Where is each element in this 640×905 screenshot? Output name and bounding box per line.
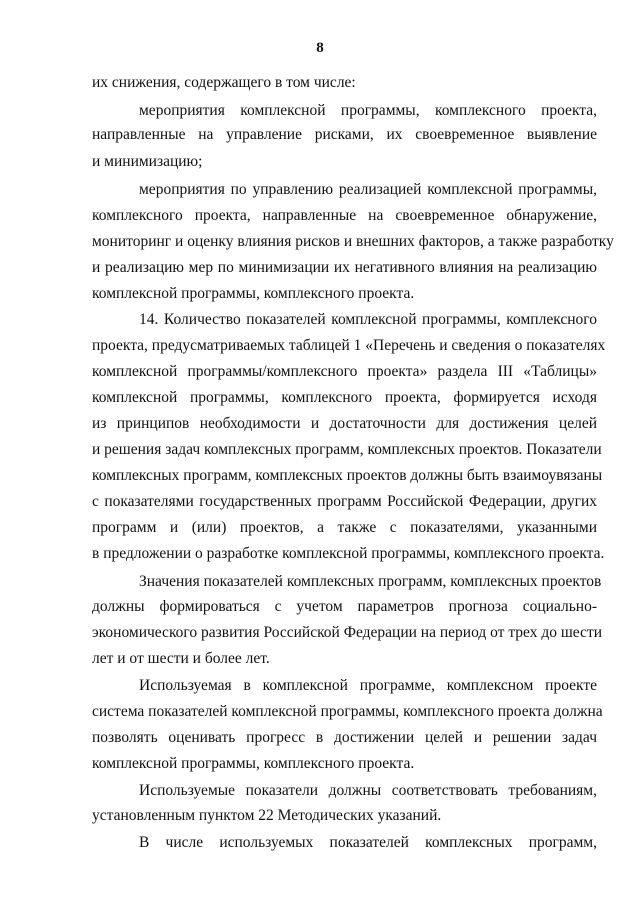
text-line: из принципов необходимости и достаточности для достижения целей xyxy=(92,415,597,432)
text-line: 14. Количество показателей комплексной программы, комплексного xyxy=(139,311,597,328)
text-line: в предложении о разработке комплексной программы, комплексного проекта. xyxy=(92,545,605,562)
text-line: установленным пунктом 22 Методических указаний. xyxy=(92,807,442,824)
text-line: позволять оценивать прогресс в достижении целей и решении задач xyxy=(92,729,597,746)
text-line: Используемые показатели должны соответствовать требованиям, xyxy=(139,782,597,799)
text-line: комплексного проекта, направленные на своевременное обнаружение, xyxy=(92,207,597,224)
text-line: комплексной программы, комплексного проекта. xyxy=(92,755,415,772)
text-line: Значения показателей комплексных программ, комплексных проектов xyxy=(139,573,602,590)
text-line: проекта, предусматриваемых таблицей 1 «Перечень и сведения о показателях xyxy=(92,337,606,354)
text-line: мониторинг и оценку влияния рисков и внешних факторов, а также разработку xyxy=(92,233,614,250)
text-line: мероприятия по управлению реализацией комплексной программы, xyxy=(139,181,597,198)
text-line: и реализацию мер по минимизации их негативного влияния на реализацию xyxy=(92,259,597,276)
text-line: экономического развития Российской Федерации на период от трех до шести xyxy=(92,624,603,641)
text-line: должны формироваться с учетом параметров прогноза социально- xyxy=(92,598,597,615)
text-line: и минимизацию; xyxy=(92,153,203,170)
page-number: 8 xyxy=(316,40,324,56)
text-line: В числе используемых показателей комплексных программ, xyxy=(139,834,597,851)
text-line: комплексной программы, комплексного проекта, формируется исходя xyxy=(92,389,597,406)
text-line: система показателей комплексной программы, комплексного проекта должна xyxy=(92,703,603,720)
text-line: Используемая в комплексной программе, комплексном проекте xyxy=(139,677,597,694)
text-line: комплексной программы/комплексного проекта» раздела III «Таблицы» xyxy=(92,363,597,380)
text-line: мероприятия комплексной программы, комплексного проекта, xyxy=(139,102,597,119)
text-line: программ и (или) проектов, а также с показателями, указанными xyxy=(92,519,597,536)
text-line: и решения задач комплексных программ, комплексных проектов. Показатели xyxy=(92,441,602,458)
text-line: с показателями государственных программ Российской Федерации, других xyxy=(92,493,597,510)
text-line: комплексных программ, комплексных проектов должны быть взаимоувязаны xyxy=(92,467,603,484)
text-line: их снижения, содержащего в том числе: xyxy=(92,74,356,91)
text-line: комплексной программы, комплексного проекта. xyxy=(92,285,415,302)
text-line: направленные на управление рисками, их своевременное выявление xyxy=(92,126,597,143)
text-line: лет и от шести и более лет. xyxy=(92,650,270,667)
